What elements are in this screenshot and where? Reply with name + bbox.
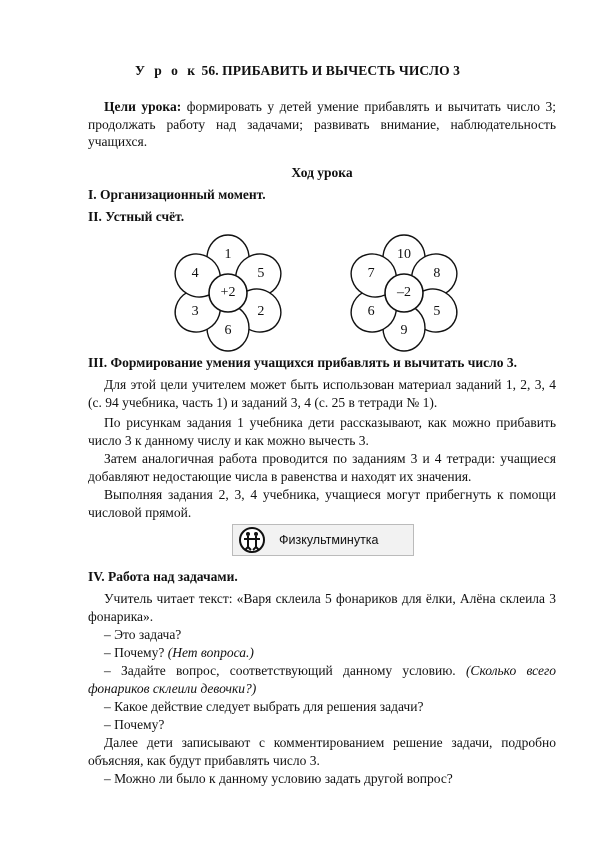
goals-label: Цели урока: [104, 99, 182, 114]
section-1-heading: I. Организационный момент. [88, 187, 266, 202]
question-3 [88, 662, 556, 697]
flower-exercises [140, 230, 480, 355]
section-3-paragraph-3: Затем аналогичная работа проводится по заданиям 3 и 4 тетради: учащиеся добавляют недостающие числа в равенства и находят их значения. [88, 451, 556, 484]
section-3-paragraph-2: По рисункам задания 1 учебника дети рассказывают, как можно прибавить число 3 к данному числу и как можно вычесть 3. [88, 415, 556, 448]
fizminutka-label: Физкультминутка [279, 533, 379, 547]
exercise-icon [239, 527, 265, 553]
question-5: – Почему? [104, 717, 165, 732]
petal-number: 9 [400, 323, 408, 339]
petal-number: 2 [257, 304, 265, 320]
lesson-title [0, 63, 595, 79]
question-4: – Какое действие следует выбрать для решения задачи? [104, 699, 424, 714]
goals-text: формировать у детей умение прибавлять и вычитать число 3; продолжать работу над задачами; развивать внимание, наблюдательность учащихся. [88, 99, 556, 149]
section-4-heading: IV. Работа над задачами. [88, 569, 238, 584]
section-3-heading: III. Формирование умения учащихся прибавлять и вычитать число 3. [88, 355, 517, 370]
flower-left [167, 235, 288, 351]
petal-number: 6 [224, 323, 232, 339]
section-3-paragraph-4: Выполняя задания 2, 3, 4 учебника, учащиеся могут прибегнуть к помощи числовой прямой. [88, 487, 556, 520]
lesson-title-prefix: У р о к [134, 63, 199, 78]
petal-number: 3 [191, 304, 199, 320]
petal-number: 1 [224, 247, 232, 263]
petal-number: 10 [397, 247, 411, 263]
section-2-heading: II. Устный счёт. [88, 209, 185, 224]
petal-number: 5 [257, 266, 265, 282]
flower-center-operation: +2 [220, 285, 236, 301]
question-3-answer: (Сколько всего фонариков склеили девочки?) [88, 663, 556, 696]
question-6: – Можно ли было к данному условию задать другой вопрос? [104, 771, 453, 786]
question-3-text: – Задайте вопрос, соответствующий данному условию. [104, 663, 466, 678]
course-heading: Ход урока [291, 165, 353, 180]
petal-number: 4 [191, 266, 199, 282]
lesson-title-text: 56. ПРИБАВИТЬ И ВЫЧЕСТЬ ЧИСЛО 3 [201, 63, 461, 78]
fizminutka-banner [232, 524, 414, 556]
question-1: – Это задача? [104, 627, 182, 642]
lesson-goals [88, 98, 556, 151]
petal-number: 8 [433, 266, 441, 282]
flowers-svg [140, 230, 480, 355]
petal-number: 6 [367, 304, 375, 320]
section-3-paragraph-1: Для этой цели учителем может быть использован материал заданий 1, 2, 3, 4 (с. 94 учебника, часть 1) и заданий 3, 4 (с. 25 в тетради № 1). [88, 377, 556, 410]
question-2-answer: (Нет вопроса.) [167, 645, 254, 660]
flower-right [343, 235, 464, 351]
question-2-text: – Почему? [104, 645, 168, 660]
petal-number: 7 [367, 266, 375, 282]
section-4-paragraph-2: Далее дети записывают с комментированием решение задачи, подробно объясняя, как будут прибавлять число 3. [88, 735, 556, 768]
flower-center-operation: –2 [397, 285, 411, 301]
petal-number: 5 [433, 304, 441, 320]
question-2 [88, 644, 556, 662]
section-4-paragraph-1: Учитель читает текст: «Варя склеила 5 фонариков для ёлки, Алёна склеила 3 фонарика». [88, 591, 556, 624]
